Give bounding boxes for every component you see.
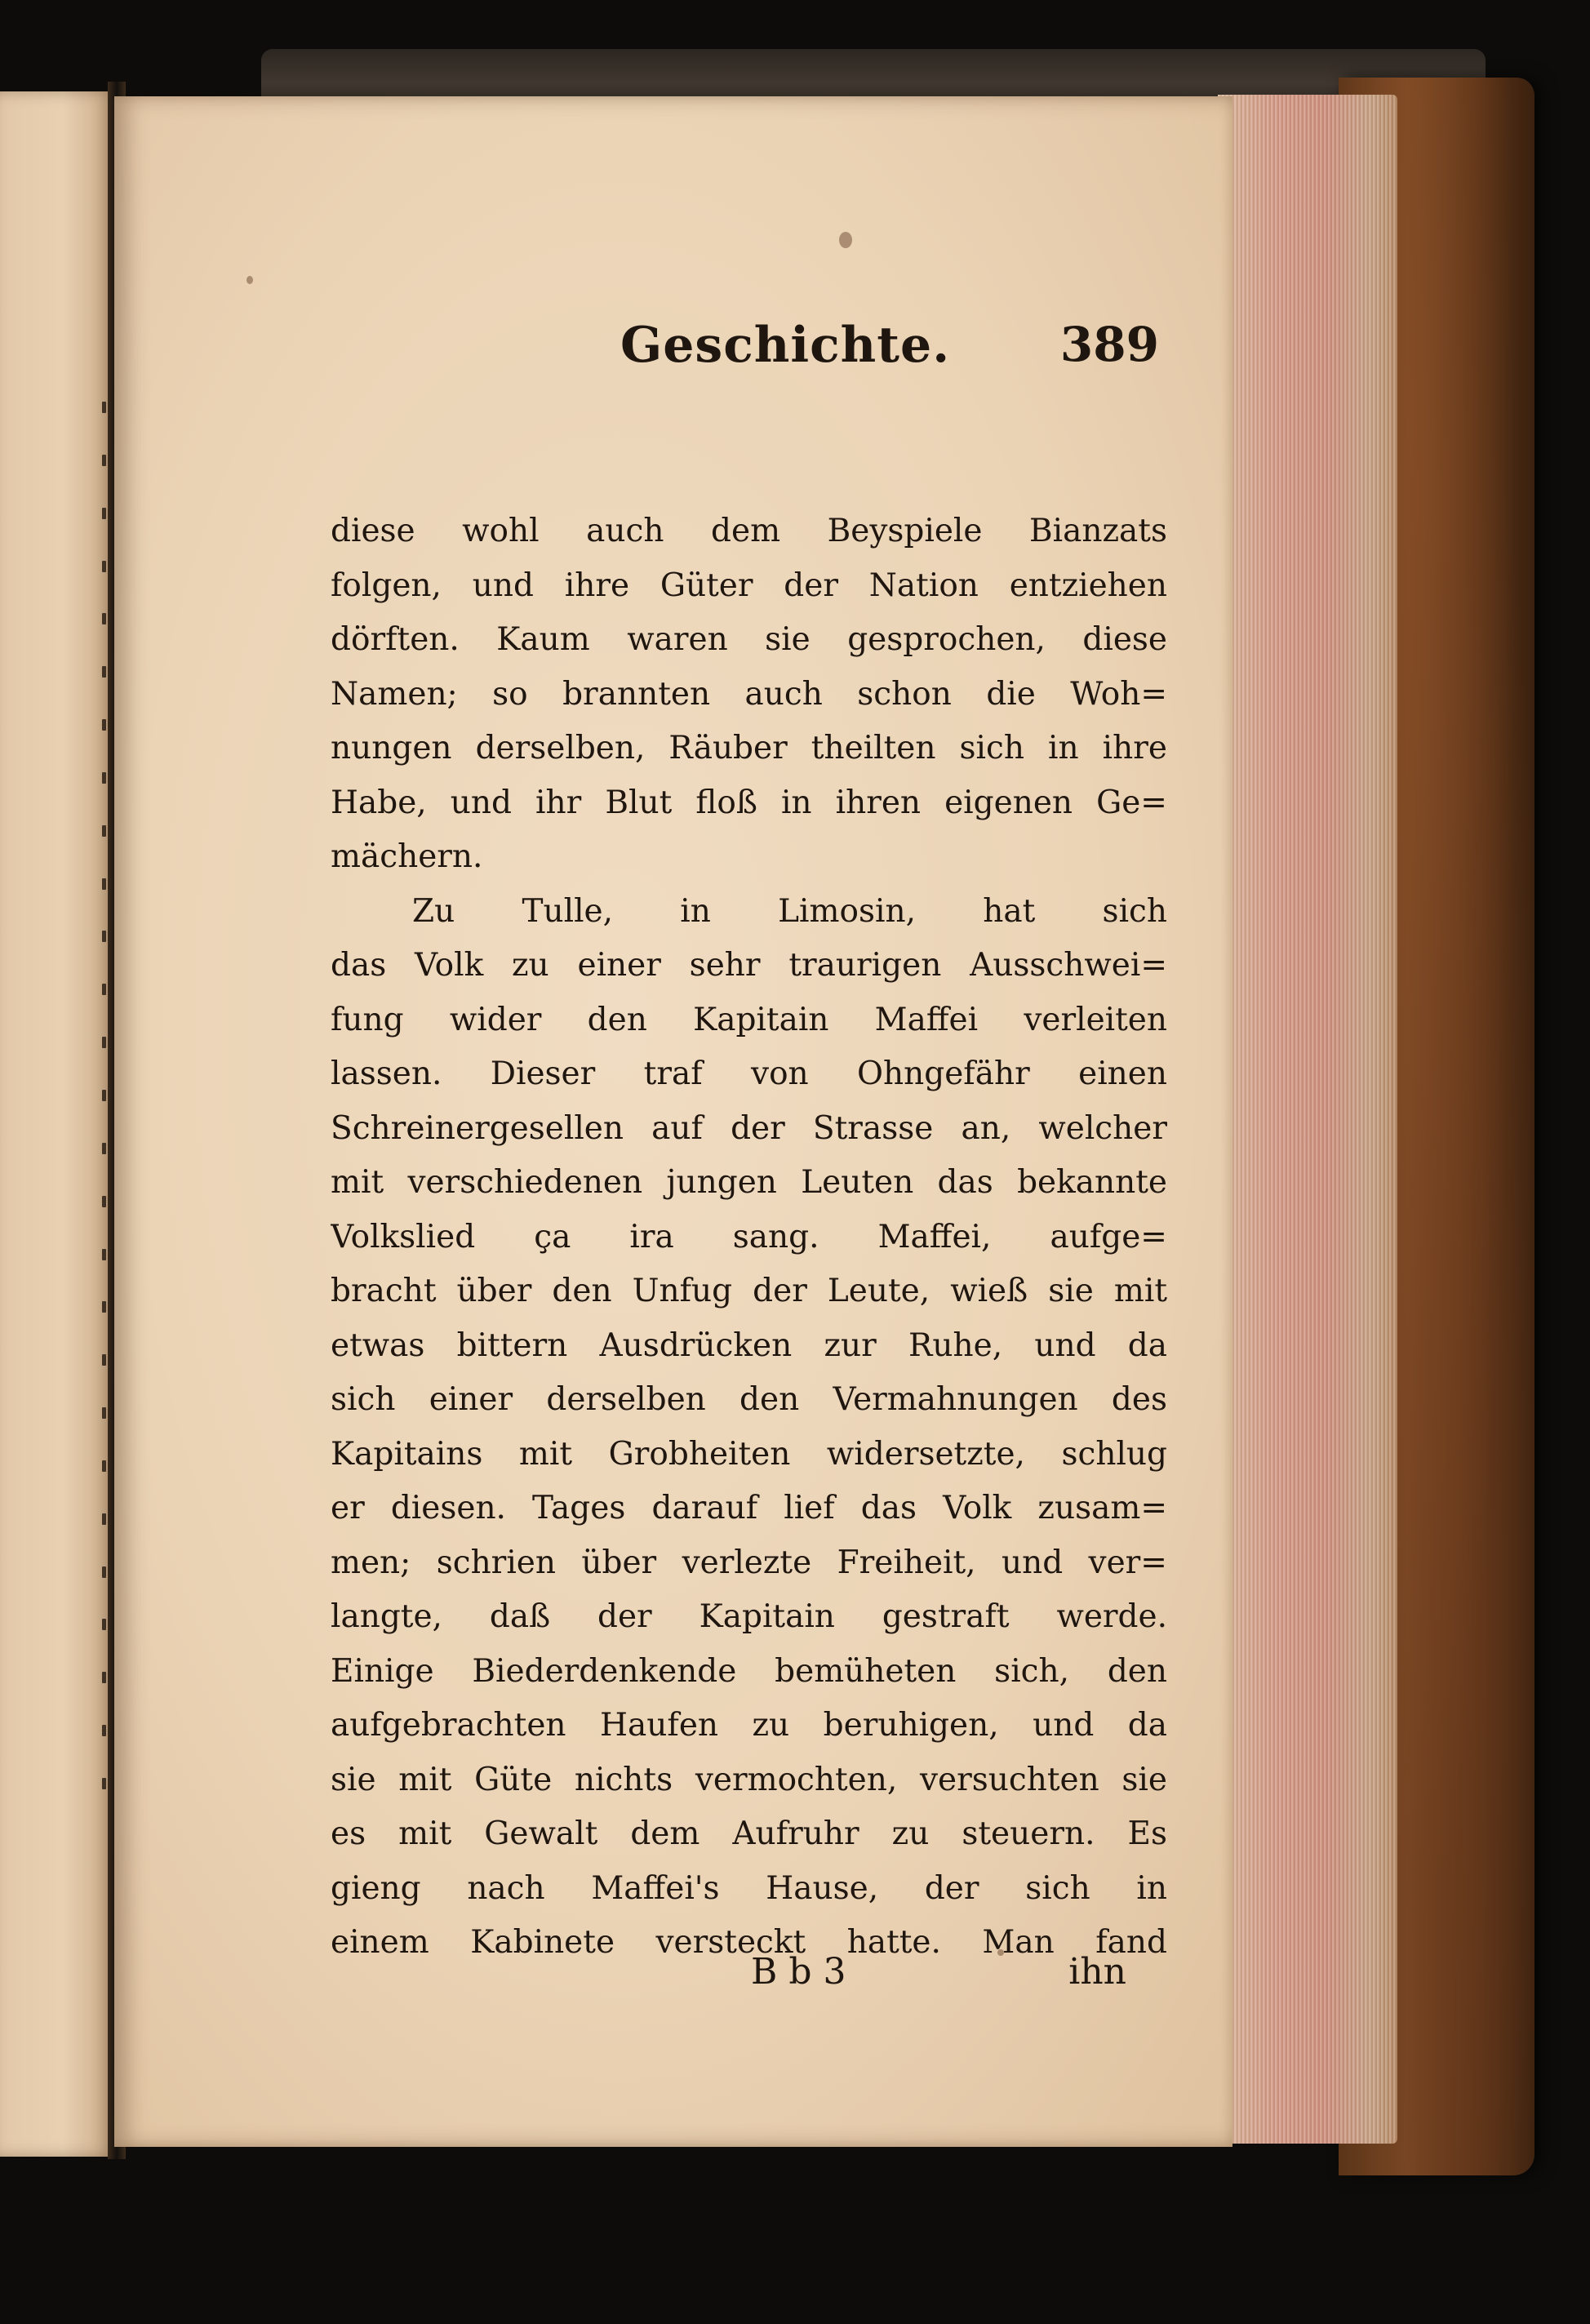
text-line: Volkslied ça ira sang. Maffei, aufge= xyxy=(331,1218,1167,1255)
text-line: gieng nach Maffei's Hause, der sich in xyxy=(331,1869,1167,1907)
right-page xyxy=(114,96,1232,2147)
text-line: Kapitains mit Grobheiten widersetzte, schlug xyxy=(331,1435,1167,1473)
text-line: fung wider den Kapitain Maffei verleiten xyxy=(331,1001,1167,1038)
page-stain xyxy=(839,232,852,248)
text-line: bracht über den Unfug der Leute, wieß sie mit xyxy=(331,1273,1167,1309)
text-line: das Volk zu einer sehr traurigen Ausschwei= xyxy=(331,947,1167,984)
page-header xyxy=(506,317,1159,390)
text-line: mächern. xyxy=(331,838,483,875)
text-line: diese wohl auch dem Beyspiele Bianzats xyxy=(331,513,1167,549)
text-line: Einige Biederdenkende bemüheten sich, den xyxy=(331,1652,1167,1690)
page-number: 389 xyxy=(1059,317,1159,372)
page-stain xyxy=(246,276,253,284)
page-footer xyxy=(686,1951,1175,2008)
text-line: folgen, und ihre Güter der Nation entziehen xyxy=(331,567,1167,604)
page-fore-edge xyxy=(1218,95,1397,2144)
text-line: Namen; so brannten auch schon die Woh= xyxy=(331,675,1167,713)
text-line: langte, daß der Kapitain gestraft werde. xyxy=(331,1598,1167,1635)
text-line: sie mit Güte nichts vermochten, versuchten sie xyxy=(331,1761,1167,1798)
catchword: ihn xyxy=(1068,1951,1126,1993)
text-line: nungen derselben, Räuber theilten sich in ihre xyxy=(331,730,1167,767)
running-title: Geschichte. xyxy=(620,317,951,374)
text-line: mit verschiedenen jungen Leuten das bekannte xyxy=(331,1164,1167,1201)
signature-mark: B b 3 xyxy=(751,1951,846,1993)
text-line: men; schrien über verlezte Freiheit, und ver= xyxy=(331,1544,1167,1581)
text-line: lassen. Dieser traf von Ohngefähr einen xyxy=(331,1055,1167,1092)
text-line: es mit Gewalt dem Aufruhr zu steuern. Es xyxy=(331,1815,1167,1852)
text-line: aufgebrachten Haufen zu beruhigen, und da xyxy=(331,1707,1167,1744)
left-page-sliver xyxy=(0,91,114,2157)
text-line: Zu Tulle, in Limosin, hat sich xyxy=(412,892,1167,930)
text-line: Habe, und ihr Blut floß in ihren eigenen Ge= xyxy=(331,784,1167,821)
text-line: Schreinergesellen auf der Strasse an, welcher xyxy=(331,1109,1167,1147)
text-line: einem Kabinete versteckt hatte. Man fand xyxy=(331,1924,1167,1961)
text-line: sich einer derselben den Vermahnungen des xyxy=(331,1381,1167,1418)
text-line: dörften. Kaum waren sie gesprochen, diese xyxy=(331,621,1167,658)
text-line: er diesen. Tages darauf lief das Volk zusam= xyxy=(331,1490,1167,1526)
text-line: etwas bittern Ausdrücken zur Ruhe, und da xyxy=(331,1326,1167,1364)
body-text xyxy=(331,504,1167,1971)
